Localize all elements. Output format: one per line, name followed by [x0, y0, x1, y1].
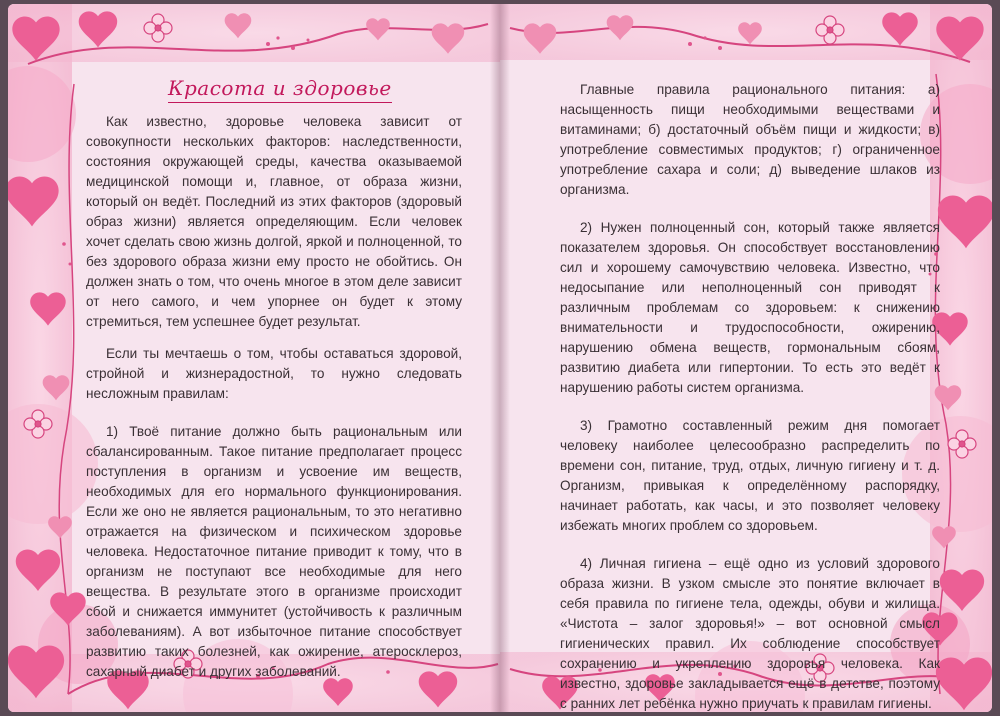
right-page	[500, 4, 992, 712]
paragraph: 1) Твоё питание должно быть рациональным или сбалансированным. Такое питание предполагает процесс поступления в организм и усвоение им веществ, необходимых для его нормального функционирования. Если же оно не является рациональным, то это негативно отражается на физическом и психическом здоровье человека. Недостаточное питание приводит к тому, что в организм не поступают все необходимые для него вещества. В результате этого в организме происходит сбой и снижается иммунитет (устойчивость к различным заболеваниям). А вот избыточное питание способствует развитию таких болезней, как ожирение, атеросклероз, сахарный диабет и других заболеваний.	[86, 424, 462, 679]
paragraph: Если ты мечтаешь о том, чтобы оставаться здоровой, стройной и жизнерадостной, то нужно следовать несложным правилам:	[86, 346, 462, 401]
paragraph: Как известно, здоровье человека зависит от совокупности нескольких факторов: наследственности, состояния окружающей среды, качества оказываемой медицинской помощи и, главное, от образа жизни, который он ведёт. Последний из этих факторов (здоровый образ жизни) является определяющим. Если человек хочет сделать свою жизнь долгой, яркой и полноценной, то без здорового образа жизни ему просто не обойтись. Он должен знать о том, что очень многое в этом деле зависит от него самого, и чем упорнее он будет к этому стремиться, тем успешнее будет результат.	[86, 114, 462, 329]
left-page-text	[86, 112, 462, 682]
page-title: Красота и здоровье	[168, 76, 392, 100]
paragraph: 3) Грамотно составленный режим дня помогает человеку наиболее целесообразно распределить по времени сон, питание, труд, отдых, личную гигиену и т. д. Организм, привыкая к определённому распорядку, начинает работать, как часы, и это позволяет человеку избежать многих проблем со здоровьем.	[560, 418, 940, 533]
paragraph: 2) Нужен полноценный сон, который также является показателем здоровья. Он способствует восстановлению сил и хорошему самочувствию человека. Известно, что недосыпание или неполноценный сон приводят к различным проблемам со здоровьем: к снижению внимательности и трудоспособности, ожирению, нарушению обмена веществ, гормональным сбоям, развитию диабета или гипертонии. То есть это ведёт к нарушению работы систем организма.	[560, 220, 940, 395]
paragraph: 4) Личная гигиена – ещё одно из условий здорового образа жизни. В узком смысле это понятие включает в себя правила по гигиене тела, одежды, обуви и жилища. «Чистота – залог здоровья!» – вот основной смысл гигиенических правил. Их соблюдение способствует сохранению и укреплению здоровья человека. Как известно, здоровье закладывается ещё в детстве, поэтому с ранних лет ребёнка нужно приучать к правилам гигиены.	[560, 556, 940, 711]
paragraph: Главные правила рационального питания: а) насыщенность пищи необходимыми веществами и витаминами; б) достаточный объём пищи и жидкости; в) употребление совместимых продуктов; г) ограниченное употребление сахара и соли; д) выведение шлаков из организма.	[560, 82, 940, 197]
open-book	[8, 4, 992, 712]
right-page-text	[560, 80, 940, 712]
left-page	[8, 4, 500, 712]
